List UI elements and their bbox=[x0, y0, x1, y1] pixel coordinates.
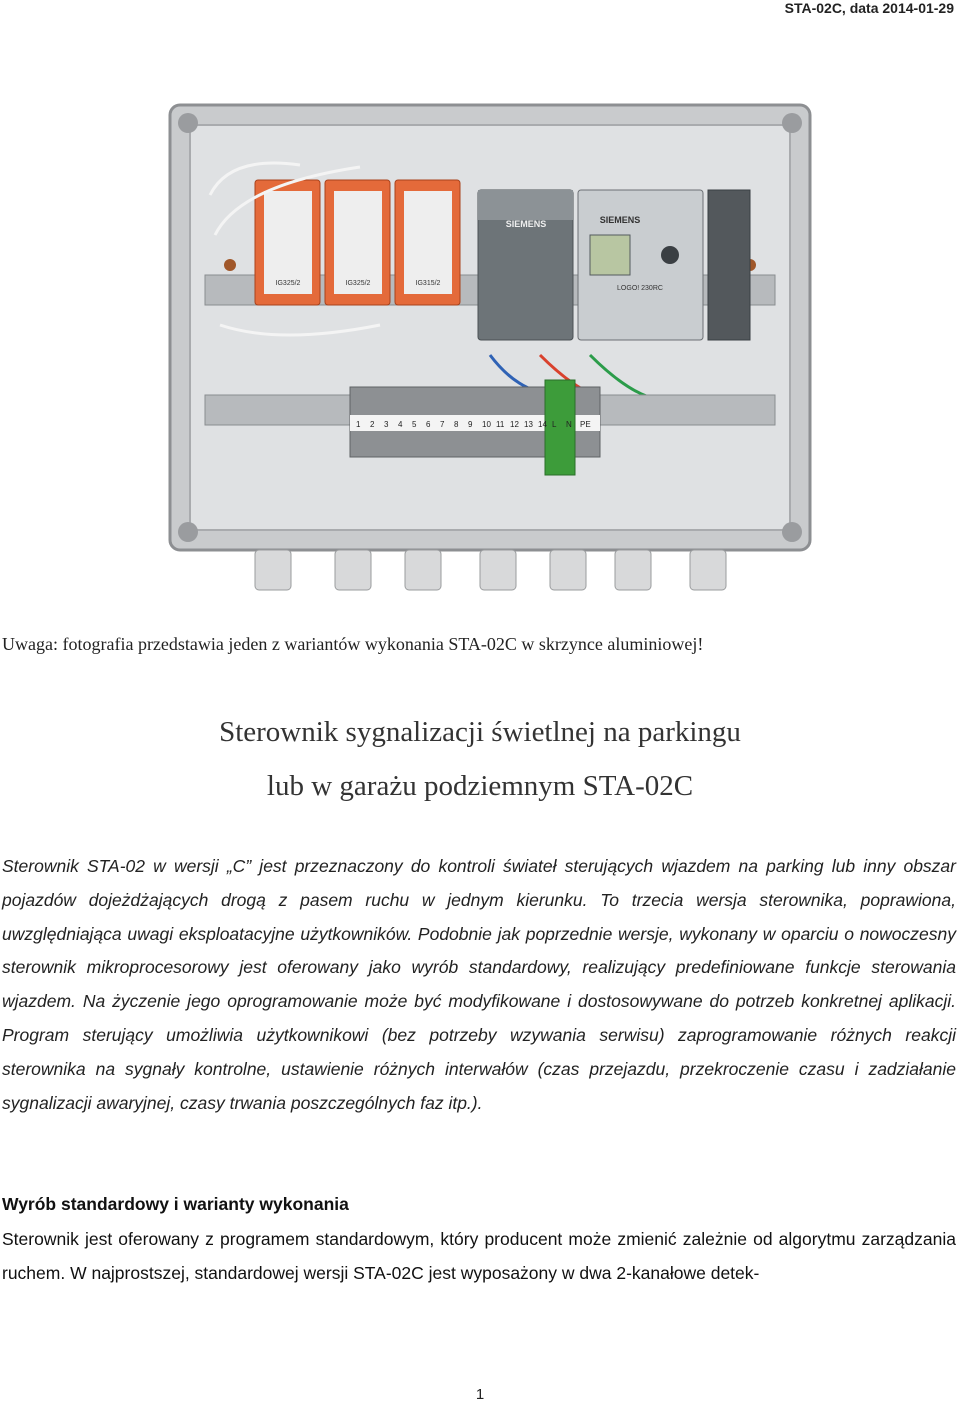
terminal-label: 8 bbox=[454, 420, 459, 429]
terminal-label: N bbox=[566, 420, 572, 429]
module-label-1: IG325/2 bbox=[275, 280, 301, 287]
page-number: 1 bbox=[475, 1386, 485, 1403]
terminal-label: 7 bbox=[440, 420, 445, 429]
terminal-label: 4 bbox=[398, 420, 403, 429]
terminal-label: 12 bbox=[510, 420, 519, 429]
terminal-label: 9 bbox=[468, 420, 473, 429]
terminal-label: 2 bbox=[370, 420, 375, 429]
terminal-label: 3 bbox=[384, 420, 389, 429]
photo-caption: Uwaga: fotografia przedstawia jeden z wariantów wykonania STA-02C w skrzynce aluminiowej! bbox=[2, 634, 704, 654]
terminal-label: 11 bbox=[496, 420, 505, 429]
intro-paragraph bbox=[2, 850, 956, 1120]
plc-units bbox=[478, 190, 750, 340]
document-header: STA-02C, data 2014-01-29 bbox=[784, 0, 954, 16]
module-label-3: IG315/2 bbox=[415, 280, 441, 287]
terminal-label: 1 bbox=[356, 420, 361, 429]
page-title-line-2: lub w garażu podziemnym STA-02C bbox=[266, 770, 694, 802]
section-heading: Wyrób standardowy i warianty wykonania bbox=[2, 1194, 349, 1214]
controller-box-photo bbox=[160, 95, 820, 615]
terminal-label: L bbox=[552, 420, 557, 429]
module-label-2: IG325/2 bbox=[345, 280, 371, 287]
section-paragraph: Sterownik jest oferowany z programem standardowym, który producent może zmienić zależnie od algorytmu zarządzania ruchem. W najprostszej, standardowej wersji STA-02C jest wyposażony w dwa 2-kanałowe detek- bbox=[2, 1229, 956, 1283]
cable-glands bbox=[255, 550, 726, 590]
terminal-label: 5 bbox=[412, 420, 417, 429]
terminal-label: 13 bbox=[524, 420, 533, 429]
page-title-line-1: Sterownik sygnalizacji świetlnej na parkingu bbox=[219, 716, 741, 748]
intro-text: Sterownik STA-02 w wersji „C” jest przeznaczony do kontroli świateł sterujących wjazdem na parking lub inny obszar pojazdów dojeżdżających drogą z pasem ruchu w jednym kierunku. To trzecia wersja sterownika, poprawiona, uwzględniająca uwagi eksploatacyjne użytkowników. Podobnie jak poprzednie wersje, wykonany w oparciu o nowoczesny sterownik mikroprocesorowy jest oferowany jako wyrób standardowy, realizujący predefiniowane funkcje sterowania wjazdem. Na życzenie jego oprogramowanie może być modyfikowane i dostosowywane do potrzeb konkretnej aplikacji. Program sterujący umożliwia użytkownikowi (bez potrzeby wzywania serwisu) zaprogramowanie różnych reakcji sterownika na sygnały kontrolne, ustawienie różnych interwałów (czas przejazdu, przekroczenie czasu i zadziałanie sygnalizacji awaryjnej, czasy trwania poszczególnych faz itp.). bbox=[2, 856, 956, 1113]
terminal-label: 6 bbox=[426, 420, 431, 429]
terminal-label: PE bbox=[580, 420, 591, 429]
logo-brand: SIEMENS bbox=[599, 215, 641, 225]
psu-brand: SIEMENS bbox=[505, 219, 547, 229]
logo-model: LOGO! 230RC bbox=[617, 285, 663, 292]
terminal-label: 10 bbox=[482, 420, 491, 429]
detector-modules bbox=[255, 180, 460, 305]
terminal-label: 14 bbox=[538, 420, 547, 429]
